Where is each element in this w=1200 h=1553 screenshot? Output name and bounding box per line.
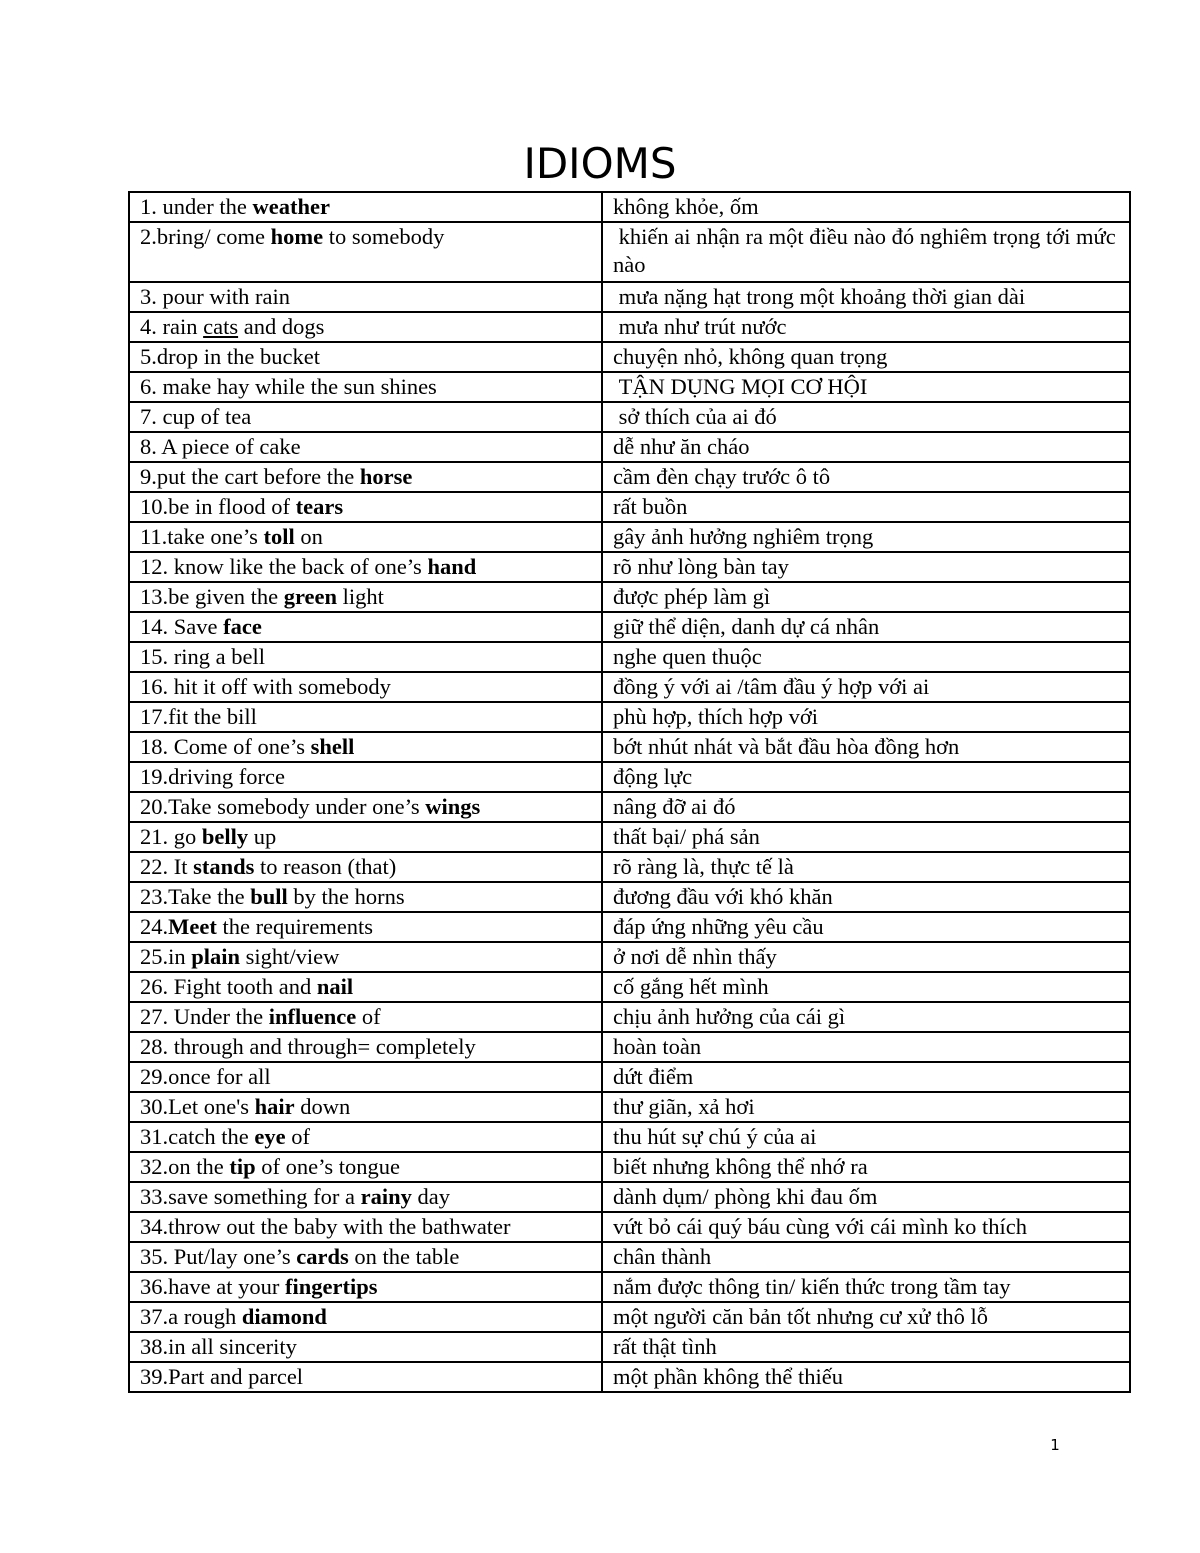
table-row bbox=[129, 312, 1130, 342]
idiom-text: 33.save something for a bbox=[140, 1184, 361, 1209]
idioms-table-body bbox=[129, 192, 1130, 1392]
idiom-keyword: fingertips bbox=[284, 1274, 378, 1299]
idiom-text: by the horns bbox=[287, 884, 405, 909]
idiom-english bbox=[129, 522, 602, 552]
idiom-english bbox=[129, 462, 602, 492]
table-row bbox=[129, 1002, 1130, 1032]
idiom-text: 21. go bbox=[140, 824, 202, 849]
table-row bbox=[129, 582, 1130, 612]
idiom-text: 12. know like the back of one’s bbox=[140, 554, 428, 579]
idiom-english bbox=[129, 942, 602, 972]
idiom-text: 7. cup of tea bbox=[140, 404, 252, 429]
idiom-meaning: đồng ý với ai /tâm đầu ý hợp với ai bbox=[602, 672, 1130, 702]
idiom-english bbox=[129, 672, 602, 702]
table-row bbox=[129, 1272, 1130, 1302]
idiom-keyword: bull bbox=[250, 884, 288, 909]
idiom-text: 11.take one’s bbox=[140, 524, 264, 549]
idiom-meaning: rất thật tình bbox=[602, 1332, 1130, 1362]
table-row bbox=[129, 1062, 1130, 1092]
table-row bbox=[129, 432, 1130, 462]
idiom-text: 16. hit it off with somebody bbox=[140, 674, 391, 699]
table-row bbox=[129, 1152, 1130, 1182]
table-row bbox=[129, 372, 1130, 402]
idiom-english bbox=[129, 432, 602, 462]
idiom-english bbox=[129, 402, 602, 432]
idiom-english bbox=[129, 702, 602, 732]
idiom-english bbox=[129, 1032, 602, 1062]
idiom-text: up bbox=[248, 824, 277, 849]
idiom-meaning: TẬN DỤNG MỌI CƠ HỘI bbox=[602, 372, 1130, 402]
idiom-english bbox=[129, 792, 602, 822]
table-row bbox=[129, 222, 1130, 282]
idiom-meaning: sở thích của ai đó bbox=[602, 402, 1130, 432]
table-row bbox=[129, 792, 1130, 822]
idiom-text: 9.put the cart before the bbox=[140, 464, 360, 489]
idiom-meaning: không khỏe, ốm bbox=[602, 192, 1130, 222]
idiom-text: 31.catch the bbox=[140, 1124, 255, 1149]
table-row bbox=[129, 552, 1130, 582]
idiom-meaning: được phép làm gì bbox=[602, 582, 1130, 612]
idiom-text: 39.Part and parcel bbox=[140, 1364, 304, 1389]
table-row bbox=[129, 702, 1130, 732]
idiom-english bbox=[129, 612, 602, 642]
idiom-text: 18. Come of one’s bbox=[140, 734, 311, 759]
table-row bbox=[129, 672, 1130, 702]
idiom-english bbox=[129, 312, 602, 342]
idiom-keyword: stands bbox=[193, 854, 255, 879]
idiom-english bbox=[129, 1332, 602, 1362]
idiom-text: to somebody bbox=[323, 224, 445, 249]
idiom-english bbox=[129, 1002, 602, 1032]
idiom-text: 28. through and through= completely bbox=[140, 1034, 476, 1059]
idiom-text: day bbox=[411, 1184, 450, 1209]
idiom-text: 26. Fight tooth and bbox=[140, 974, 317, 999]
idiom-keyword: wings bbox=[425, 794, 481, 819]
idiom-text: 19.driving force bbox=[140, 764, 285, 789]
idiom-text: 29.once for all bbox=[140, 1064, 271, 1089]
idiom-keyword: rainy bbox=[360, 1184, 412, 1209]
idiom-text: light bbox=[337, 584, 384, 609]
idiom-meaning: nắm được thông tin/ kiến thức trong tầm tay bbox=[602, 1272, 1130, 1302]
table-row bbox=[129, 1182, 1130, 1212]
idiom-meaning: nghe quen thuộc bbox=[602, 642, 1130, 672]
idiom-keyword: face bbox=[223, 614, 262, 639]
idiom-english bbox=[129, 852, 602, 882]
idiom-meaning: rõ ràng là, thực tế là bbox=[602, 852, 1130, 882]
idiom-meaning: giữ thể diện, danh dự cá nhân bbox=[602, 612, 1130, 642]
idiom-keyword: Meet bbox=[168, 914, 217, 939]
idiom-english bbox=[129, 732, 602, 762]
table-row bbox=[129, 492, 1130, 522]
idiom-keyword: cards bbox=[296, 1244, 349, 1269]
idiom-keyword: weather bbox=[252, 194, 330, 219]
table-row bbox=[129, 402, 1130, 432]
table-row bbox=[129, 1332, 1130, 1362]
idiom-keyword: toll bbox=[263, 524, 295, 549]
idiom-meaning: hoàn toàn bbox=[602, 1032, 1130, 1062]
page-number: 1 bbox=[1050, 1436, 1060, 1454]
idiom-text: 14. Save bbox=[140, 614, 224, 639]
idiom-english bbox=[129, 1272, 602, 1302]
idiom-text: of bbox=[285, 1124, 310, 1149]
idiom-text: 32.on the bbox=[140, 1154, 230, 1179]
idiom-keyword: tip bbox=[229, 1154, 256, 1179]
idiom-meaning: ở nơi dễ nhìn thấy bbox=[602, 942, 1130, 972]
idiom-text: sight/view bbox=[240, 944, 340, 969]
idiom-english bbox=[129, 762, 602, 792]
idiom-keyword: nail bbox=[316, 974, 354, 999]
idiom-meaning: đương đầu với khó khăn bbox=[602, 882, 1130, 912]
idiom-meaning: thất bại/ phá sản bbox=[602, 822, 1130, 852]
idiom-text: the requirements bbox=[216, 914, 374, 939]
idiom-meaning: chân thành bbox=[602, 1242, 1130, 1272]
idiom-text: 8. A piece of cake bbox=[140, 434, 301, 459]
idiom-text: of bbox=[356, 1004, 381, 1029]
idiom-keyword: diamond bbox=[241, 1304, 327, 1329]
idiom-english bbox=[129, 912, 602, 942]
idiom-english bbox=[129, 1212, 602, 1242]
idiom-keyword: shell bbox=[310, 734, 355, 759]
idiom-meaning: dành dụm/ phòng khi đau ốm bbox=[602, 1182, 1130, 1212]
table-row bbox=[129, 972, 1130, 1002]
idiom-text: 38.in all sincerity bbox=[140, 1334, 297, 1359]
idiom-meaning: mưa như trút nước bbox=[602, 312, 1130, 342]
table-row bbox=[129, 822, 1130, 852]
idiom-keyword: plain bbox=[191, 944, 241, 969]
table-row bbox=[129, 1242, 1130, 1272]
idiom-english bbox=[129, 582, 602, 612]
page-title: IDIOMS bbox=[523, 139, 677, 188]
idiom-english bbox=[129, 972, 602, 1002]
idiom-meaning: chuyện nhỏ, không quan trọng bbox=[602, 342, 1130, 372]
idiom-keyword: tears bbox=[295, 494, 344, 519]
idiom-meaning: gây ảnh hưởng nghiêm trọng bbox=[602, 522, 1130, 552]
idiom-keyword: hair bbox=[254, 1094, 295, 1119]
idiom-meaning: động lực bbox=[602, 762, 1130, 792]
idiom-english bbox=[129, 372, 602, 402]
idiom-text: 1. under the bbox=[140, 194, 253, 219]
idiom-english bbox=[129, 1302, 602, 1332]
idiom-text: on the table bbox=[348, 1244, 460, 1269]
table-row bbox=[129, 852, 1130, 882]
idiom-text: 4. rain bbox=[140, 314, 204, 339]
table-row bbox=[129, 342, 1130, 372]
idiom-text: 3. pour with rain bbox=[140, 284, 290, 309]
idiom-english bbox=[129, 1152, 602, 1182]
idiom-keyword: home bbox=[270, 224, 324, 249]
table-row bbox=[129, 1212, 1130, 1242]
idiom-text: 2.bring/ come bbox=[140, 224, 271, 249]
idiom-text: 20.Take somebody under one’s bbox=[140, 794, 426, 819]
idioms-table bbox=[128, 191, 1131, 1393]
idiom-meaning: thư giãn, xả hơi bbox=[602, 1092, 1130, 1122]
idiom-english bbox=[129, 1122, 602, 1152]
idiom-meaning: biết nhưng không thể nhớ ra bbox=[602, 1152, 1130, 1182]
idiom-text: 10.be in flood of bbox=[140, 494, 296, 519]
idiom-english bbox=[129, 492, 602, 522]
table-row bbox=[129, 612, 1130, 642]
idiom-text: 6. make hay while the sun shines bbox=[140, 374, 437, 399]
table-row bbox=[129, 912, 1130, 942]
idiom-text: 15. ring a bell bbox=[140, 644, 265, 669]
idiom-meaning: dễ như ăn cháo bbox=[602, 432, 1130, 462]
table-row bbox=[129, 192, 1130, 222]
idiom-keyword: hand bbox=[427, 554, 477, 579]
idiom-keyword: belly bbox=[201, 824, 249, 849]
idiom-english bbox=[129, 222, 602, 282]
idiom-meaning: rõ như lòng bàn tay bbox=[602, 552, 1130, 582]
idiom-text: 27. Under the bbox=[140, 1004, 269, 1029]
idiom-text: 35. Put/lay one’s bbox=[140, 1244, 297, 1269]
table-row bbox=[129, 1032, 1130, 1062]
idiom-keyword: horse bbox=[359, 464, 413, 489]
idiom-text: 23.Take the bbox=[140, 884, 251, 909]
idiom-text: 5.drop in the bucket bbox=[140, 344, 320, 369]
idiom-text: of one’s tongue bbox=[255, 1154, 400, 1179]
idiom-text: and dogs bbox=[238, 314, 325, 339]
table-row bbox=[129, 732, 1130, 762]
idiom-keyword: eye bbox=[254, 1124, 286, 1149]
idiom-meaning: khiến ai nhận ra một điều nào đó nghiêm trọng tới mức nào bbox=[602, 222, 1130, 282]
idiom-meaning: phù hợp, thích hợp với bbox=[602, 702, 1130, 732]
idiom-meaning: cố gắng hết mình bbox=[602, 972, 1130, 1002]
idiom-english bbox=[129, 342, 602, 372]
idiom-text: 25.in bbox=[140, 944, 192, 969]
table-row bbox=[129, 942, 1130, 972]
idiom-meaning: nâng đỡ ai đó bbox=[602, 792, 1130, 822]
table-row bbox=[129, 1362, 1130, 1392]
table-row bbox=[129, 882, 1130, 912]
idiom-keyword: influence bbox=[268, 1004, 357, 1029]
table-row bbox=[129, 522, 1130, 552]
idiom-text: 17.fit the bill bbox=[140, 704, 257, 729]
idiom-english bbox=[129, 1062, 602, 1092]
idiom-meaning: chịu ảnh hưởng của cái gì bbox=[602, 1002, 1130, 1032]
idiom-english bbox=[129, 552, 602, 582]
idiom-meaning: một phần không thể thiếu bbox=[602, 1362, 1130, 1392]
idiom-text: 24. bbox=[140, 914, 169, 939]
idiom-english bbox=[129, 192, 602, 222]
idiom-english bbox=[129, 282, 602, 312]
idiom-meaning: rất buồn bbox=[602, 492, 1130, 522]
idiom-text: 36.have at your bbox=[140, 1274, 285, 1299]
idiom-text: cats bbox=[203, 314, 239, 339]
table-row bbox=[129, 1122, 1130, 1152]
table-row bbox=[129, 642, 1130, 672]
idiom-text: 37.a rough bbox=[140, 1304, 242, 1329]
table-row bbox=[129, 282, 1130, 312]
idiom-meaning: dứt điểm bbox=[602, 1062, 1130, 1092]
idiom-text: to reason (that) bbox=[254, 854, 397, 879]
idiom-meaning: đáp ứng những yêu cầu bbox=[602, 912, 1130, 942]
idiom-english bbox=[129, 642, 602, 672]
idiom-meaning: cầm đèn chạy trước ô tô bbox=[602, 462, 1130, 492]
idiom-text: 30.Let one's bbox=[140, 1094, 255, 1119]
idiom-text: down bbox=[294, 1094, 351, 1119]
idiom-meaning: bớt nhút nhát và bắt đầu hòa đồng hơn bbox=[602, 732, 1130, 762]
idiom-text: 34.throw out the baby with the bathwater bbox=[140, 1214, 511, 1239]
idiom-meaning: mưa nặng hạt trong một khoảng thời gian dài bbox=[602, 282, 1130, 312]
idiom-english bbox=[129, 1362, 602, 1392]
idiom-text: on bbox=[294, 524, 323, 549]
idiom-text: 13.be given the bbox=[140, 584, 284, 609]
table-row bbox=[129, 762, 1130, 792]
idiom-english bbox=[129, 1182, 602, 1212]
idiom-keyword: green bbox=[283, 584, 338, 609]
idiom-meaning: vứt bỏ cái quý báu cùng với cái mình ko thích bbox=[602, 1212, 1130, 1242]
idiom-english bbox=[129, 822, 602, 852]
idiom-english bbox=[129, 1092, 602, 1122]
table-row bbox=[129, 1092, 1130, 1122]
table-row bbox=[129, 1302, 1130, 1332]
idiom-english bbox=[129, 1242, 602, 1272]
idiom-meaning: một người căn bản tốt nhưng cư xử thô lỗ bbox=[602, 1302, 1130, 1332]
table-row bbox=[129, 462, 1130, 492]
idiom-text: 22. It bbox=[140, 854, 194, 879]
idiom-meaning: thu hút sự chú ý của ai bbox=[602, 1122, 1130, 1152]
idiom-english bbox=[129, 882, 602, 912]
